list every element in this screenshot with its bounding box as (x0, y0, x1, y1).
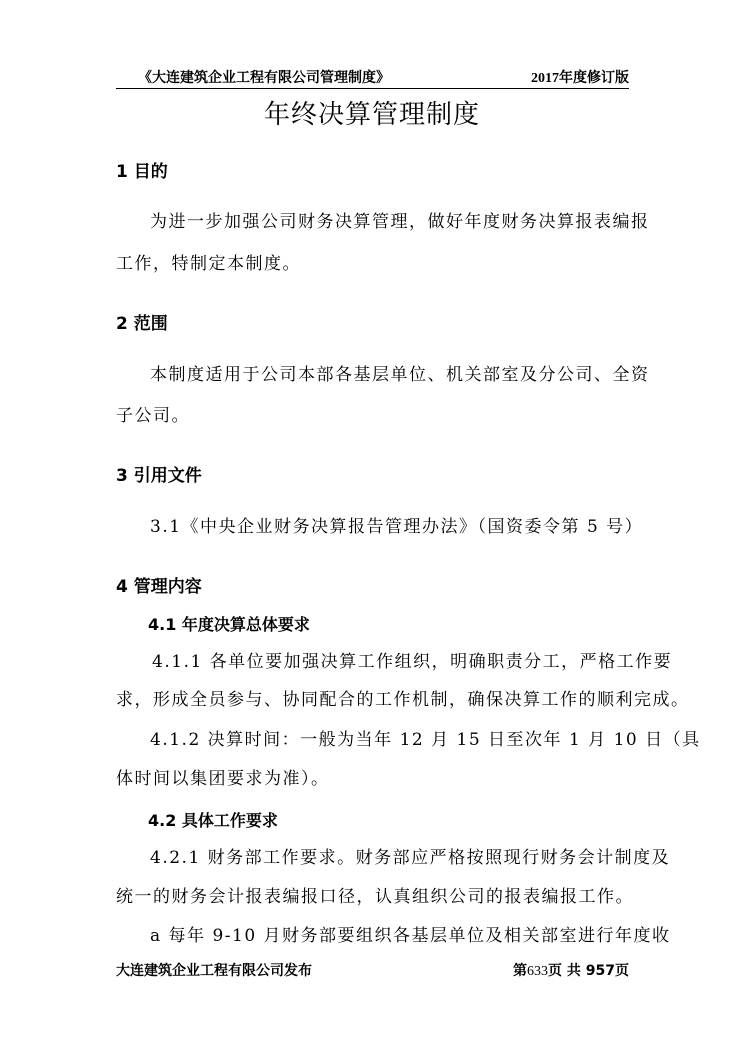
paragraph-line: a 每年 9-10 月财务部要组织各基层单位及相关部室进行年度收 (150, 926, 671, 946)
paragraph-line: 3.1《中央企业财务决算报告管理办法》（国资委令第 5 号） (150, 517, 644, 537)
page-header (116, 64, 629, 89)
page-number: 第633页 共 957页 (513, 963, 629, 979)
section-heading-references: 3 引用文件 (116, 466, 202, 486)
paragraph-line: 统一的财务会计报表编报口径，认真组织公司的报表编报工作。 (116, 887, 634, 907)
paragraph-line: 求，形成全员参与、协同配合的工作机制，确保决算工作的顺利完成。 (116, 690, 690, 710)
total-pages: 957 (585, 963, 615, 979)
paragraph-line: 体时间以集团要求为准）。 (116, 769, 330, 789)
document-title: 年终决算管理制度 (263, 100, 480, 130)
header-edition: 2017年度修订版 (531, 71, 629, 86)
paragraph-line: 子公司。 (116, 406, 190, 426)
header-doc-title: 《大连建筑企业工程有限公司管理制度》 (138, 71, 390, 86)
subsection-heading-specific: 4.2 具体工作要求 (148, 811, 278, 830)
paragraph-line: 为进一步加强公司财务决算管理，做好年度财务决算报表编报 (150, 212, 650, 232)
current-page: 633 (527, 964, 549, 979)
section-heading-management: 4 管理内容 (116, 577, 202, 597)
paragraph-line: 本制度适用于公司本部各基层单位、机关部室及分公司、全资 (150, 365, 650, 385)
page-footer (116, 960, 629, 982)
paragraph-line: 4.1.1 各单位要加强决算工作组织，明确职责分工，严格工作要 (152, 652, 673, 672)
footer-publisher: 大连建筑企业工程有限公司发布 (116, 963, 312, 979)
paragraph-line: 4.2.1 财务部工作要求。财务部应严格按照现行财务会计制度及 (150, 848, 671, 868)
section-heading-scope: 2 范围 (116, 314, 168, 334)
paragraph-line: 4.1.2 决算时间：一般为当年 12 月 15 日至次年 1 月 10 日（具 (150, 730, 701, 750)
paragraph-line: 工作，特制定本制度。 (116, 254, 301, 274)
section-heading-purpose: 1 目的 (116, 162, 168, 182)
subsection-heading-general: 4.1 年度决算总体要求 (148, 615, 310, 634)
